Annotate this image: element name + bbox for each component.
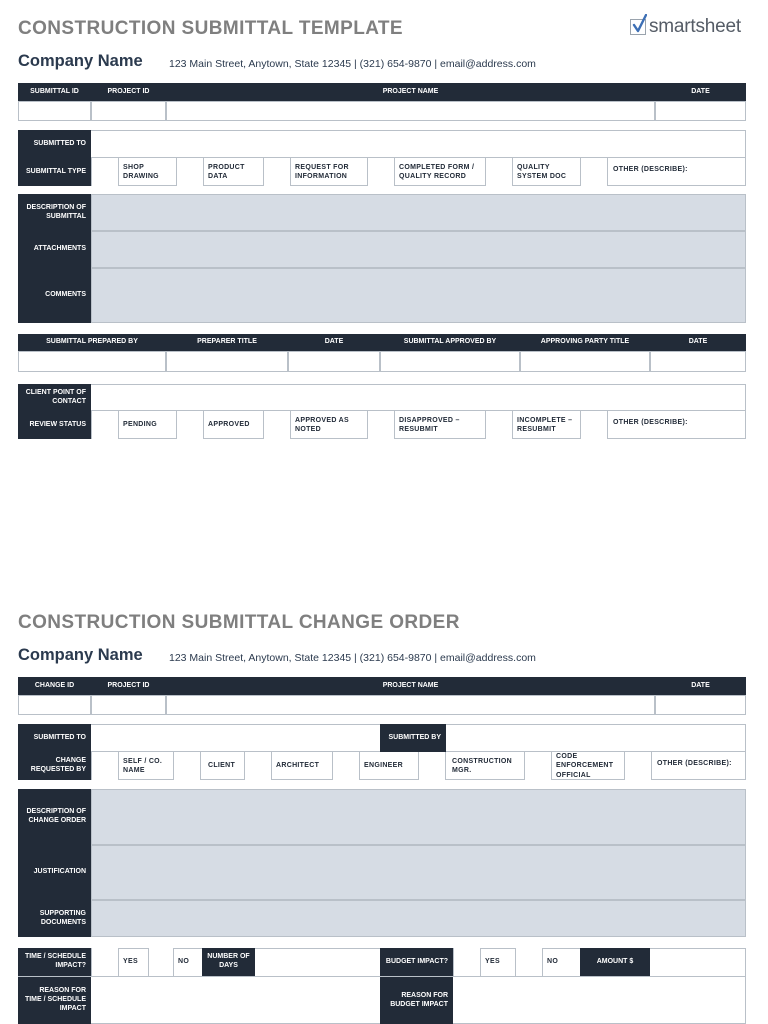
number-of-days-field[interactable] xyxy=(255,948,380,976)
quality-system-doc-checkbox[interactable] xyxy=(485,158,513,186)
approved-checkbox[interactable] xyxy=(176,411,204,439)
client-contact-label: CLIENT POINT OF CONTACT xyxy=(18,384,91,411)
preparer-title-field[interactable] xyxy=(166,351,288,372)
project-id-field[interactable] xyxy=(91,101,166,121)
disapproved-label: DISAPPROVED – RESUBMIT xyxy=(399,416,460,433)
co-project-id-field[interactable] xyxy=(91,695,166,715)
prepared-date-field[interactable] xyxy=(288,351,380,372)
submittal-id-header: SUBMITTAL ID xyxy=(18,83,91,101)
self-co-label: SELF / CO. NAME xyxy=(123,757,163,774)
smartsheet-logo xyxy=(630,16,741,38)
co-description-field[interactable] xyxy=(91,789,746,845)
comments-label: COMMENTS xyxy=(18,268,91,323)
product-data-label: PRODUCT DATA xyxy=(208,163,245,180)
supporting-documents-label: SUPPORTING DOCUMENTS xyxy=(18,900,91,937)
other-type-label: OTHER (DESCRIBE): xyxy=(613,166,688,173)
comments-field[interactable] xyxy=(91,268,746,323)
budget-yes-checkbox[interactable] xyxy=(453,948,481,976)
reason-time-field[interactable] xyxy=(91,977,380,1024)
time-yes-checkbox[interactable] xyxy=(91,948,119,976)
incomplete-checkbox[interactable] xyxy=(485,411,513,439)
time-impact-label: TIME / SCHEDULE IMPACT? xyxy=(18,948,91,976)
budget-no-checkbox[interactable] xyxy=(515,948,543,976)
architect-label: ARCHITECT xyxy=(276,762,320,770)
amount-field[interactable] xyxy=(650,948,746,976)
co-project-id-header: PROJECT ID xyxy=(91,677,166,695)
checkmark-icon xyxy=(630,19,646,35)
shop-drawing-label: SHOP DRAWING xyxy=(123,163,159,180)
pending-label: PENDING xyxy=(123,421,157,429)
project-name-field[interactable] xyxy=(166,101,655,121)
attachments-field[interactable] xyxy=(91,231,746,268)
co-description-label: DESCRIPTION OF CHANGE ORDER xyxy=(18,789,91,845)
submitted-to-field[interactable] xyxy=(91,130,746,158)
quality-system-doc-label: QUALITY SYSTEM DOC xyxy=(517,163,567,180)
co-submitted-to-field[interactable] xyxy=(91,724,380,752)
change-id-header: CHANGE ID xyxy=(18,677,91,695)
date-header: DATE xyxy=(655,83,746,101)
other-requested-label: OTHER (DESCRIBE): xyxy=(657,760,732,767)
co-project-name-field[interactable] xyxy=(166,695,655,715)
shop-drawing-checkbox[interactable] xyxy=(91,158,119,186)
co-submitted-by-field[interactable] xyxy=(446,724,746,752)
justification-field[interactable] xyxy=(91,845,746,900)
logo-wordmark: smartsheet xyxy=(649,16,741,37)
disapproved-checkbox[interactable] xyxy=(367,411,395,439)
request-for-information-checkbox[interactable] xyxy=(263,158,291,186)
project-name-header: PROJECT NAME xyxy=(166,83,655,101)
prepared-date-header: DATE xyxy=(288,334,380,351)
supporting-documents-field[interactable] xyxy=(91,900,746,937)
change-order-title: CONSTRUCTION SUBMITTAL CHANGE ORDER xyxy=(18,612,460,633)
approved-as-noted-label: APPROVED AS NOTED xyxy=(295,416,349,433)
change-order-company-address: 123 Main Street, Anytown, State 12345 | (321) 654-9870 | email@address.com xyxy=(169,652,536,664)
approved-date-header: DATE xyxy=(650,334,746,351)
time-no-label: NO xyxy=(178,958,190,966)
reason-budget-label: REASON FOR BUDGET IMPACT xyxy=(380,977,453,1024)
amount-label: AMOUNT $ xyxy=(580,948,650,976)
other-status-checkbox[interactable] xyxy=(580,411,608,439)
client-label: CLIENT xyxy=(208,762,236,770)
completed-form-checkbox[interactable] xyxy=(367,158,395,186)
engineer-label: ENGINEER xyxy=(364,762,403,770)
construction-mgr-label: CONSTRUCTION MGR. xyxy=(452,757,512,774)
attachments-label: ATTACHMENTS xyxy=(18,231,91,268)
approving-title-field[interactable] xyxy=(520,351,650,372)
approved-as-noted-checkbox[interactable] xyxy=(263,411,291,439)
co-date-header: DATE xyxy=(655,677,746,695)
submittal-id-field[interactable] xyxy=(18,101,91,121)
justification-label: JUSTIFICATION xyxy=(18,845,91,900)
co-date-field[interactable] xyxy=(655,695,746,715)
reason-time-label: REASON FOR TIME / SCHEDULE IMPACT xyxy=(18,977,91,1024)
code-enforcement-label: CODE ENFORCEMENT OFFICIAL xyxy=(556,753,614,779)
self-co-checkbox[interactable] xyxy=(91,752,119,780)
approved-by-field[interactable] xyxy=(380,351,520,372)
product-data-checkbox[interactable] xyxy=(176,158,204,186)
engineer-checkbox[interactable] xyxy=(332,752,360,780)
completed-form-label: COMPLETED FORM / QUALITY RECORD xyxy=(399,163,475,180)
change-id-field[interactable] xyxy=(18,695,91,715)
other-requested-checkbox[interactable] xyxy=(624,752,652,780)
co-submitted-by-label: SUBMITTED BY xyxy=(380,724,446,752)
budget-impact-label: BUDGET IMPACT? xyxy=(380,948,453,976)
other-type-checkbox[interactable] xyxy=(580,158,608,186)
co-project-name-header: PROJECT NAME xyxy=(166,677,655,695)
description-label: DESCRIPTION OF SUBMITTAL xyxy=(18,194,91,231)
company-name: Company Name xyxy=(18,52,143,70)
code-enforcement-checkbox[interactable] xyxy=(524,752,552,780)
submitted-to-label: SUBMITTED TO xyxy=(18,130,91,158)
time-no-checkbox[interactable] xyxy=(148,948,174,976)
company-address: 123 Main Street, Anytown, State 12345 | (321) 654-9870 | email@address.com xyxy=(169,58,536,70)
client-checkbox[interactable] xyxy=(173,752,201,780)
pending-checkbox[interactable] xyxy=(91,411,119,439)
change-order-company-name: Company Name xyxy=(18,646,143,664)
approved-label: APPROVED xyxy=(208,421,250,429)
other-status-label: OTHER (DESCRIBE): xyxy=(613,419,688,426)
time-yes-label: YES xyxy=(123,958,138,966)
preparer-title-header: PREPARER TITLE xyxy=(166,334,288,351)
review-status-label: REVIEW STATUS xyxy=(18,411,91,439)
approved-date-field[interactable] xyxy=(650,351,746,372)
number-of-days-label: NUMBER OF DAYS xyxy=(202,948,255,976)
incomplete-label: INCOMPLETE – RESUBMIT xyxy=(517,416,573,433)
approved-by-header: SUBMITTAL APPROVED BY xyxy=(380,334,520,351)
client-contact-field[interactable] xyxy=(91,384,746,411)
change-requested-by-label: CHANGE REQUESTED BY xyxy=(18,752,91,780)
architect-checkbox[interactable] xyxy=(244,752,272,780)
date-field[interactable] xyxy=(655,101,746,121)
submittal-type-label: SUBMITTAL TYPE xyxy=(18,158,91,186)
reason-budget-field[interactable] xyxy=(453,977,746,1024)
prepared-by-header: SUBMITTAL PREPARED BY xyxy=(18,334,166,351)
project-id-header: PROJECT ID xyxy=(91,83,166,101)
co-submitted-to-label: SUBMITTED TO xyxy=(18,724,91,752)
prepared-by-field[interactable] xyxy=(18,351,166,372)
approving-title-header: APPROVING PARTY TITLE xyxy=(520,334,650,351)
construction-mgr-checkbox[interactable] xyxy=(418,752,446,780)
description-field[interactable] xyxy=(91,194,746,231)
template-title: CONSTRUCTION SUBMITTAL TEMPLATE xyxy=(18,18,403,39)
budget-no-label: NO xyxy=(547,958,559,966)
request-for-information-label: REQUEST FOR INFORMATION xyxy=(295,163,349,180)
budget-yes-label: YES xyxy=(485,958,500,966)
